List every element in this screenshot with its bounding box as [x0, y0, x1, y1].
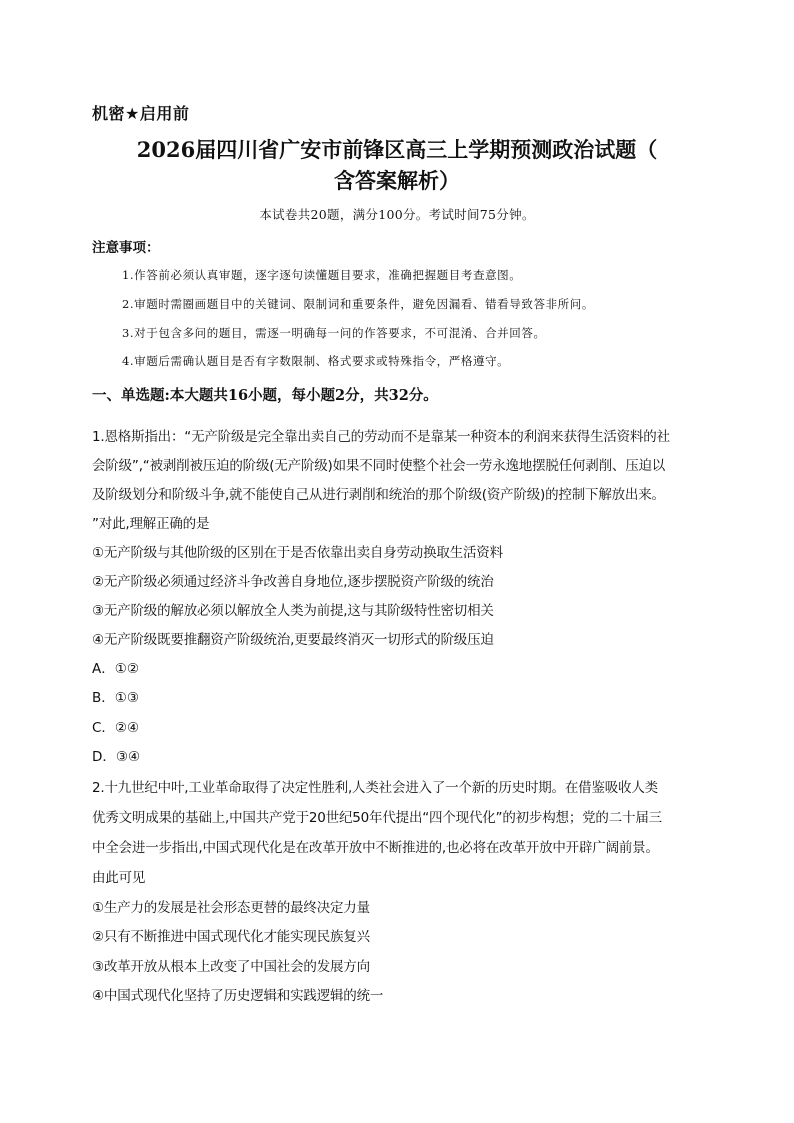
exam-title-line-1: 2026届四川省广安市前锋区高三上学期预测政治试题（ — [136, 137, 658, 162]
notice-heading: 注意事项： — [92, 240, 160, 256]
answer-option-d[interactable]: D．③④ — [92, 749, 141, 765]
confidential-label: 机密★启用前 — [92, 104, 190, 123]
question-text-line: 2.十九世纪中叶,工业革命取得了决定性胜利,人类社会进入了一个新的历史时期。在借鉴吸收人类 — [92, 780, 658, 796]
statement: ③改革开放从根本上改变了中国社会的发展方向 — [92, 959, 370, 975]
question-text-line: 1.恩格斯指出：“无产阶级是完全靠出卖自己的劳动而不是靠某一种资本的利润来获得生活资料的社 — [92, 429, 670, 445]
answer-option-b[interactable]: B．①③ — [92, 690, 139, 706]
notice-item: 4.审题后需确认题目是否有字数限制、格式要求或特殊指令，严格遵守。 — [122, 354, 510, 368]
notice-item: 2.审题时需圈画题目中的关键词、限制词和重要条件，避免因漏看、错看导致答非所问。 — [122, 297, 594, 311]
exam-title-line-2: 含答案解析） — [334, 168, 460, 193]
statement: ④无产阶级既要推翻资产阶级统治,更要最终消灭一切形式的阶级压迫 — [92, 632, 494, 648]
exam-info: 本试卷共20题，满分100分。考试时间75分钟。 — [259, 207, 535, 222]
question-text-line: 优秀文明成果的基础上,中国共产党于20世纪50年代提出“四个现代化”的初步构想；党的二十届三 — [92, 810, 662, 826]
question-text-line: 及阶级划分和阶级斗争,就不能使自己从进行剥削和统治的那个阶级(资产阶级)的控制下解放出来。 — [92, 487, 665, 503]
answer-option-c[interactable]: C．②④ — [92, 720, 140, 736]
notice-item: 1.作答前必须认真审题，逐字逐句读懂题目要求，准确把握题目考查意图。 — [122, 268, 522, 282]
statement: ①生产力的发展是社会形态更替的最终决定力量 — [92, 900, 370, 916]
notice-item: 3.对于包含多问的题目，需逐一明确每一问的作答要求，不可混淆、合并回答。 — [122, 326, 546, 340]
statement: ②无产阶级必须通过经济斗争改善自身地位,逐步摆脱资产阶级的统治 — [92, 574, 494, 590]
section-heading: 一、单选题:本大题共16小题，每小题2分，共32分。 — [92, 387, 438, 404]
statement: ②只有不断推进中国式现代化才能实现民族复兴 — [92, 929, 370, 945]
question-text-line: 会阶级”,“被剥削被压迫的阶级(无产阶级)如果不同时使整个社会一劳永逸地摆脱任何剥削、压迫以 — [92, 458, 666, 474]
question-text-line: 由此可见 — [92, 870, 146, 886]
answer-option-a[interactable]: A．①② — [92, 661, 139, 677]
statement: ①无产阶级与其他阶级的区别在于是否依靠出卖自身劳动换取生活资料 — [92, 545, 503, 561]
question-text-line: ”对此,理解正确的是 — [92, 516, 210, 532]
statement: ③无产阶级的解放必须以解放全人类为前提,这与其阶级特性密切相关 — [92, 603, 494, 619]
statement: ④中国式现代化坚持了历史逻辑和实践逻辑的统一 — [92, 988, 384, 1004]
question-text-line: 中全会进一步指出,中国式现代化是在改革开放中不断推进的,也必将在改革开放中开辟广阔前景。 — [92, 840, 659, 856]
